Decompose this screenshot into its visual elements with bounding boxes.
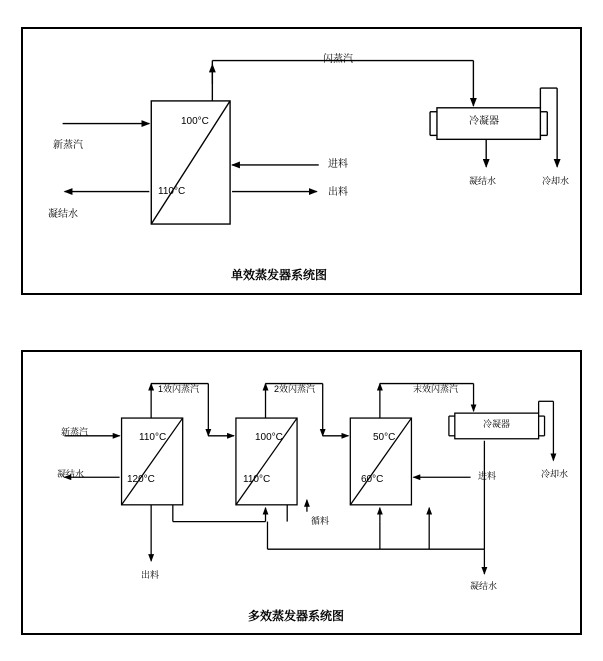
single-effect-caption: 单效蒸发器系统图 bbox=[231, 268, 328, 282]
label-discharge: 出料 bbox=[328, 187, 348, 198]
label-multi-fresh-steam: 新蒸汽 bbox=[61, 427, 89, 437]
label-stage3-top-temp: 50°C bbox=[373, 432, 396, 443]
single-effect-diagram-panel bbox=[21, 27, 582, 295]
label-secondary-feed: 循料 bbox=[311, 516, 330, 526]
label-flash-steam-2: 2效闪蒸汽 bbox=[274, 384, 316, 394]
multi-effect-diagram-panel bbox=[21, 350, 582, 635]
label-feed: 进料 bbox=[328, 159, 348, 170]
label-evaporator-top-temp: 100°C bbox=[181, 116, 209, 127]
label-multi-condensate-left: 凝结水 bbox=[57, 469, 85, 479]
label-flash-steam-1: 1效闪蒸汽 bbox=[158, 384, 200, 394]
label-stage1-top-temp: 110°C bbox=[139, 432, 167, 443]
label-multi-condenser: 冷凝器 bbox=[483, 419, 511, 429]
label-multi-discharge: 出料 bbox=[141, 570, 160, 580]
label-evaporator-bottom-temp: 110°C bbox=[158, 186, 186, 197]
label-cooling-water: 冷却水 bbox=[542, 176, 570, 186]
label-stage3-bottom-temp: 60°C bbox=[361, 474, 384, 485]
label-stage2-bottom-temp: 110°C bbox=[243, 474, 271, 485]
label-flash-steam-last: 末效闪蒸汽 bbox=[413, 384, 459, 394]
label-bottom-condensate: 凝结水 bbox=[470, 581, 498, 591]
label-stage2-top-temp: 100°C bbox=[255, 432, 283, 443]
multi-effect-caption: 多效蒸发器系统图 bbox=[248, 609, 345, 623]
label-multi-feed: 进料 bbox=[478, 471, 497, 481]
label-condenser: 冷凝器 bbox=[469, 116, 499, 127]
label-fresh-steam: 新蒸汽 bbox=[53, 140, 83, 151]
single-effect-schematic bbox=[23, 29, 580, 293]
label-multi-cooling-water: 冷却水 bbox=[541, 469, 569, 479]
label-flash-steam: 闪蒸汽 bbox=[323, 54, 353, 65]
label-condensate-left: 凝结水 bbox=[48, 209, 78, 220]
label-stage1-bottom-temp: 120°C bbox=[127, 474, 155, 485]
label-condenser-condensate: 凝结水 bbox=[469, 176, 497, 186]
